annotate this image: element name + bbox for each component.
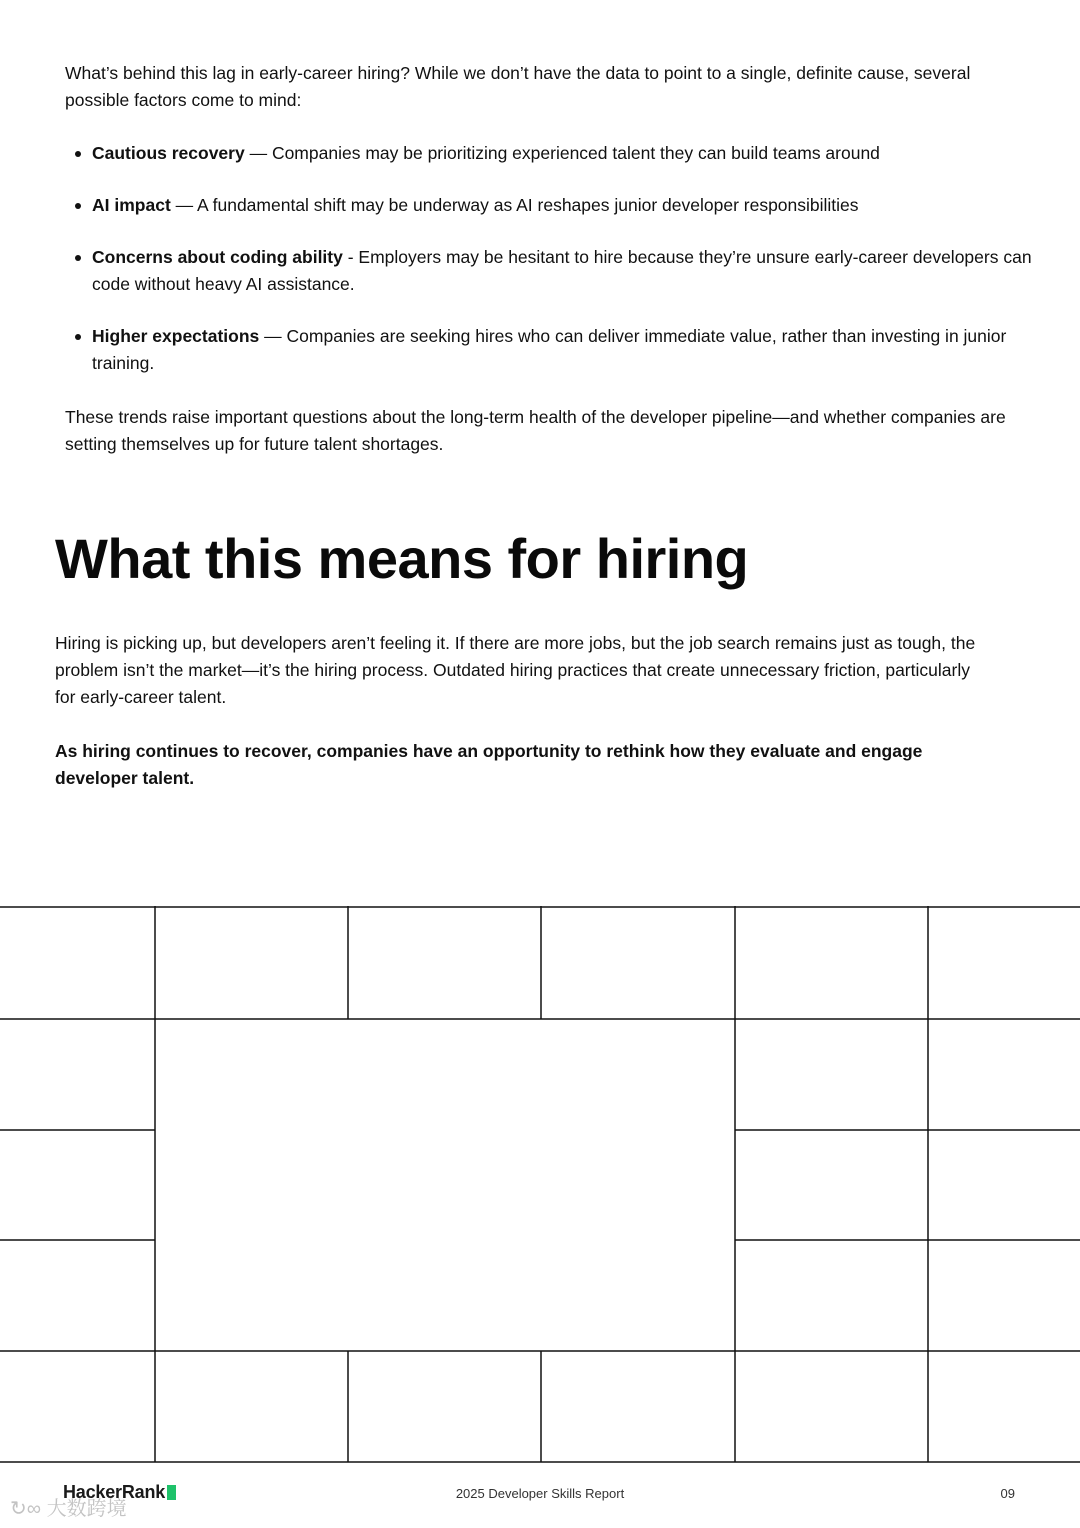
list-item <box>92 192 1032 219</box>
factor-separator: — <box>244 143 272 163</box>
watermark <box>10 1492 127 1521</box>
report-title: 2025 Developer Skills Report <box>455 1486 625 1501</box>
hiring-callout: As hiring continues to recover, companies have an opportunity to rethink how they evaluate and engage developer talent. <box>55 741 923 788</box>
intro-paragraph: What’s behind this lag in early-career hiring? While we don’t have the data to point to a single, definite cause, several possible factors come to mind: <box>65 63 971 110</box>
factors-list <box>65 140 1032 402</box>
logo-text: HackerRank <box>63 1482 166 1502</box>
watermark-text: 大数跨境 <box>46 1498 127 1520</box>
list-item <box>92 323 1032 377</box>
list-item <box>92 244 1032 298</box>
factor-term: Concerns about coding ability <box>92 247 343 267</box>
factor-separator: — <box>259 326 287 346</box>
factor-term: Higher expectations <box>92 326 260 346</box>
factor-separator: — <box>170 195 198 215</box>
factor-text: Companies may be prioritizing experienced talent they can build teams around <box>271 143 880 163</box>
factor-text: Companies are seeking hires who can deliver immediate value, rather than investing in junior training. <box>92 326 1007 373</box>
list-item <box>92 140 1032 167</box>
trends-paragraph: These trends raise important questions about the long-term health of the developer pipeline—and whether companies are setting themselves up for future talent shortages. <box>65 407 1006 454</box>
page-number: 09 <box>1000 1486 1015 1501</box>
factor-term: Cautious recovery <box>92 143 245 163</box>
section-title: What this means for hiring <box>55 527 749 590</box>
hiring-paragraph: Hiring is picking up, but developers aren’t feeling it. If there are more jobs, but the job search remains just as tough, the problem isn’t the market—it’s the hiring process. Outdated hiring practices that create unnecessary friction, particularly for early-career talent. <box>55 633 976 707</box>
watermark-icon: ↻∞ <box>10 1498 47 1520</box>
factor-separator: - <box>342 247 359 267</box>
decorative-grid <box>0 906 1080 1464</box>
factor-text: Employers may be hesitant to hire because they’re unsure early-career developers can code without heavy AI assistance. <box>92 247 1032 294</box>
factor-text: A fundamental shift may be underway as AI reshapes junior developer responsibilities <box>197 195 859 215</box>
factor-term: AI impact <box>92 195 171 215</box>
